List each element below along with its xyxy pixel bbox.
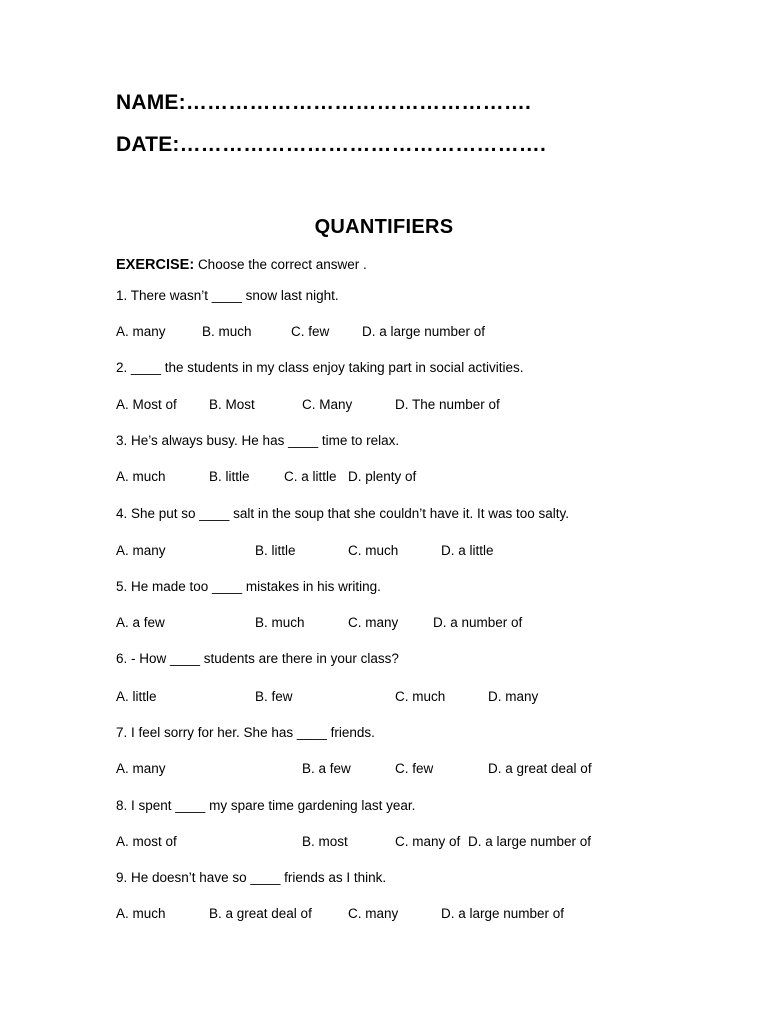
question-2-option-c: C. Many xyxy=(302,397,353,412)
exercise-text: Choose the correct answer . xyxy=(197,257,367,272)
exercise-label: EXERCISE: xyxy=(116,257,195,273)
question-6-option-b: B. few xyxy=(255,689,293,704)
question-5-option-a: A. a few xyxy=(116,615,165,630)
question-9-option-d: D. a large number of xyxy=(441,906,565,921)
question-1-option-a: A. many xyxy=(116,324,166,339)
question-9-option-a: A. much xyxy=(116,906,166,921)
question-4-option-c: C. much xyxy=(348,543,399,558)
date-field-line: DATE:……………………………………………. xyxy=(116,133,547,156)
question-8-option-a: A. most of xyxy=(116,834,177,849)
question-7-option-d: D. a great deal of xyxy=(488,761,592,776)
question-1: 1. There wasn’t ____ snow last night. xyxy=(116,288,339,303)
question-2-option-a: A. Most of xyxy=(116,397,177,412)
question-4-option-b: B. little xyxy=(255,543,296,558)
question-3-option-c: C. a little xyxy=(284,469,337,484)
question-3-option-a: A. much xyxy=(116,469,166,484)
question-2-option-b: B. Most xyxy=(209,397,255,412)
question-1-option-d: D. a large number of xyxy=(362,324,486,339)
question-4: 4. She put so ____ salt in the soup that she couldn’t have it. It was too salty. xyxy=(116,506,570,521)
question-9-option-c: C. many xyxy=(348,906,399,921)
question-5-option-d: D. a number of xyxy=(433,615,523,630)
question-4-option-d: D. a little xyxy=(441,543,494,558)
question-8-option-c: C. many of xyxy=(395,834,461,849)
question-5-option-c: C. many xyxy=(348,615,399,630)
question-8: 8. I spent ____ my spare time gardening last year. xyxy=(116,798,416,813)
question-7: 7. I feel sorry for her. She has ____ friends. xyxy=(116,725,375,740)
question-8-option-b: B. most xyxy=(302,834,348,849)
question-7-option-a: A. many xyxy=(116,761,166,776)
question-7-option-b: B. a few xyxy=(302,761,351,776)
question-3: 3. He’s always busy. He has ____ time to relax. xyxy=(116,433,400,448)
question-4-option-a: A. many xyxy=(116,543,166,558)
question-3-option-b: B. little xyxy=(209,469,250,484)
question-5: 5. He made too ____ mistakes in his writing. xyxy=(116,579,381,594)
question-6-option-c: C. much xyxy=(395,689,446,704)
question-1-option-b: B. much xyxy=(202,324,252,339)
question-6-option-a: A. little xyxy=(116,689,157,704)
question-8-option-d: D. a large number of xyxy=(468,834,592,849)
name-field-line: NAME:…………………………………………. xyxy=(116,91,532,114)
exercise-instruction xyxy=(116,257,367,273)
question-7-option-c: C. few xyxy=(395,761,434,776)
question-1-option-c: C. few xyxy=(291,324,330,339)
question-9: 9. He doesn’t have so ____ friends as I think. xyxy=(116,870,387,885)
question-9-option-b: B. a great deal of xyxy=(209,906,312,921)
question-6-option-d: D. many xyxy=(488,689,539,704)
question-3-option-d: D. plenty of xyxy=(348,469,417,484)
question-2: 2. ____ the students in my class enjoy taking part in social activities. xyxy=(116,360,524,375)
question-2-option-d: D. The number of xyxy=(395,397,500,412)
worksheet-title: QUANTIFIERS xyxy=(314,216,454,238)
question-6: 6. - How ____ students are there in your class? xyxy=(116,651,399,666)
question-5-option-b: B. much xyxy=(255,615,305,630)
